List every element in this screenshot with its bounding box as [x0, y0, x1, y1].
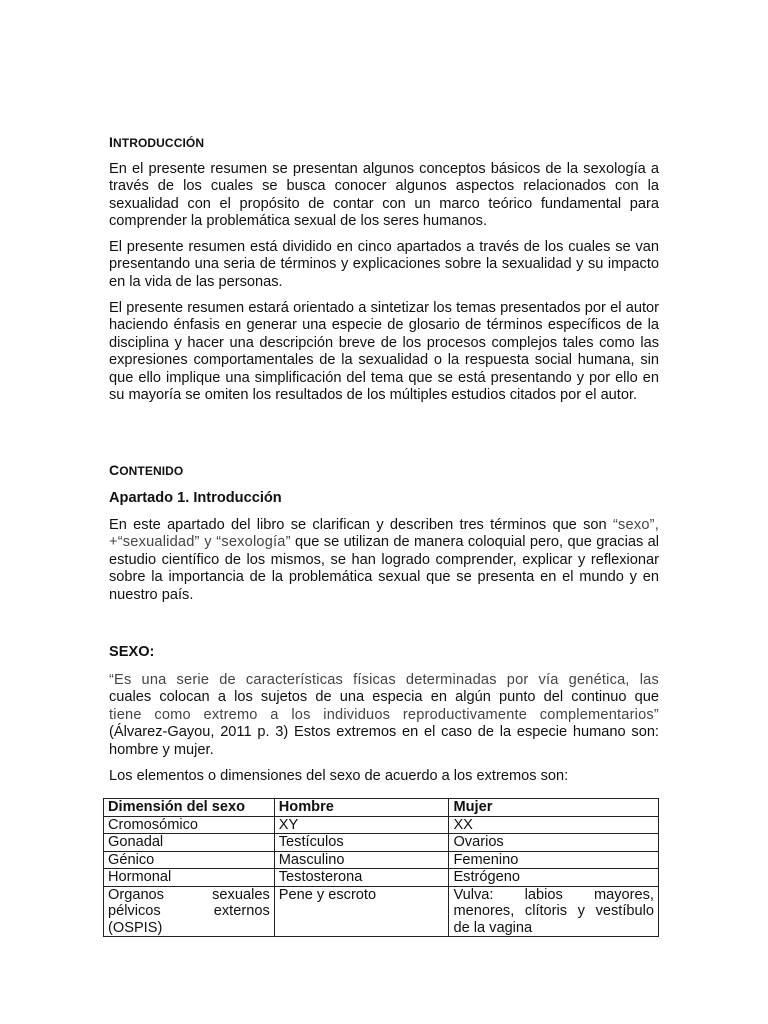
cell-mujer: Femenino [449, 851, 659, 869]
cell-hombre: Testículos [274, 834, 449, 852]
intro-paragraph-3: El presente resumen estará orientado a sintetizar los temas presentados por el autor haciendo énfasis en generar una especie de glosario de términos específicos de la disciplina y hacer una descripción breve de los procesos complejos tales como las expresiones comportamentales de la sexualidad o la respuesta social humana, sin que ello implique una simplificación del tema que se está presentando y por ello en su mayoría se omiten los resultados de los múltiples estudios citados por el autor. [109, 300, 659, 404]
quote-line-1: “Es una serie de características físicas determinadas por vía genética, las [109, 672, 659, 688]
cell-hombre: Testosterona [274, 869, 449, 887]
cell-hombre: Pene y escroto [274, 886, 449, 937]
cell-hombre: XY [274, 816, 449, 834]
sex-dimensions-table [103, 798, 659, 937]
cell-dimension: Hormonal [104, 869, 275, 887]
apartado-terms: “sexo”, +“sexualidad” y “sexología” [109, 517, 659, 551]
table-row [104, 834, 659, 852]
table-row [104, 869, 659, 887]
table-row [104, 886, 659, 937]
intro-paragraph-1: En el presente resumen se presentan algunos conceptos básicos de la sexología a través de los cuales se busca conocer algunos aspectos relacionados con la sexualidad con el propósito de contar con un marco teórico fundamental para comprender la problemática sexual de los seres humanos. [109, 161, 659, 230]
header-mujer: Mujer [449, 799, 659, 817]
intro-paragraph-2: El presente resumen está dividido en cinco apartados a través de los cuales se van presentando una seria de términos y explicaciones sobre la sexualidad y su impacto en la vida de las personas. [109, 239, 659, 290]
cell-mujer: Vulva: labios mayores, menores, clítoris y vestíbulo de la vagina [449, 886, 659, 937]
header-hombre: Hombre [274, 799, 449, 817]
sexo-heading: SEXO: [109, 644, 155, 660]
cell-dimension: Génico [104, 851, 275, 869]
contenido-heading: CONTENIDO [109, 462, 184, 478]
cell-hombre: Masculino [274, 851, 449, 869]
quote-citation: (Álvarez-Gayou, 2011 p. 3) Estos extremos en el caso de la especie humano son: hombre y mujer. [109, 724, 659, 758]
intro-heading: INTRODUCCIÓN [109, 134, 205, 150]
cell-mujer: Ovarios [449, 834, 659, 852]
cell-dimension: Gonadal [104, 834, 275, 852]
apartado-title: Apartado 1. Introducción [109, 490, 282, 506]
apartado-paragraph [109, 517, 659, 604]
table-row [104, 851, 659, 869]
cell-dimension: Cromosómico [104, 816, 275, 834]
sexo-definition [109, 672, 659, 759]
header-dimension: Dimensión del sexo [104, 799, 275, 817]
cell-mujer: XX [449, 816, 659, 834]
cell-dimension: Organos sexuales pélvicos externos (OSPIS) [104, 886, 275, 937]
cell-mujer: Estrógeno [449, 869, 659, 887]
table-header-row [104, 799, 659, 817]
table-row [104, 816, 659, 834]
apartado-text-b: que se utilizan de manera coloquial pero, que gracias al estudio científico de los mismos, se han logrado comprender, explicar y reflexionar sobre la importancia de la problemática sexual que se presenta en el mundo y en nuestro país. [109, 534, 659, 603]
apartado-text-a: En este apartado del libro se clarifican y describen tres términos que son [109, 517, 607, 533]
table-intro: Los elementos o dimensiones del sexo de acuerdo a los extremos son: [109, 768, 569, 784]
quote-line-2: cuales colocan a los sujetos de una especia en algún punto del continuo que [109, 689, 659, 706]
quote-line-3: tiene como extremo a los individuos reproductivamente complementarios” [109, 706, 659, 723]
